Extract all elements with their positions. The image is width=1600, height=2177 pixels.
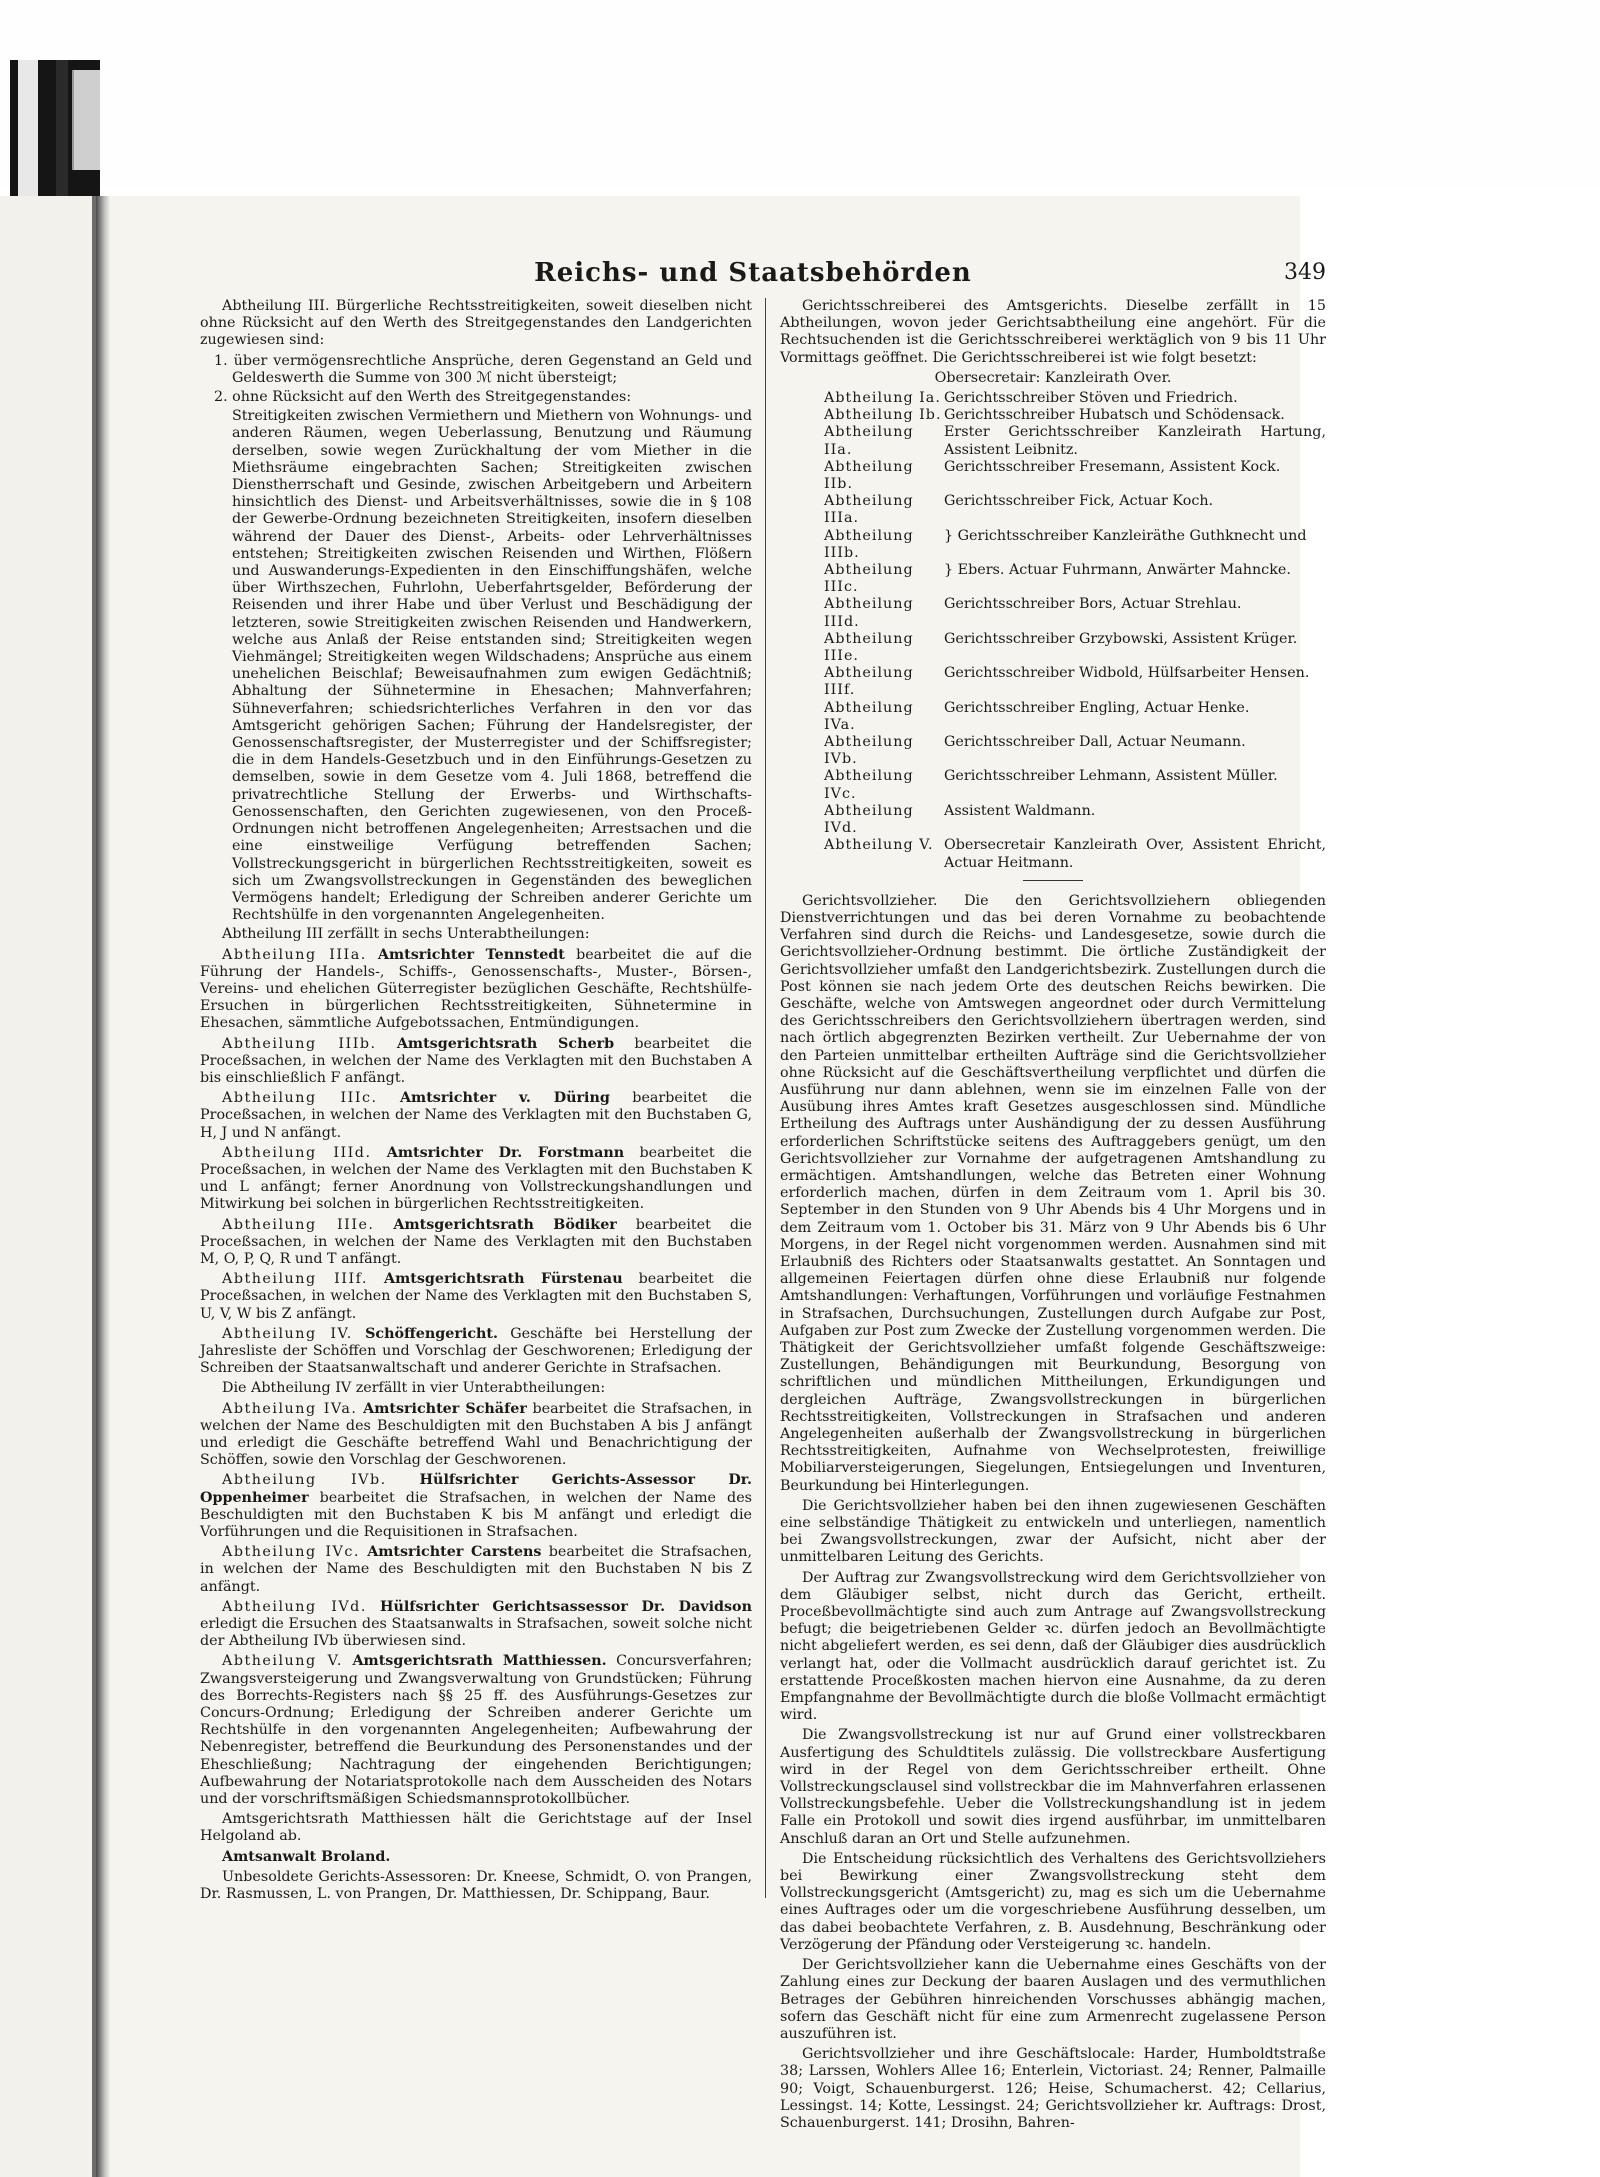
office-dept: Abtheilung IIIc. [824, 562, 914, 596]
office-row [780, 459, 1326, 493]
page-title: Reichs- und Staatsbehörden [534, 258, 972, 288]
office-staff: Obersecretair Kanzleirath Over, Assistent Ehricht, Actuar Heitmann. [944, 837, 1326, 871]
section-rule [1023, 880, 1083, 881]
book-gutter [96, 196, 110, 2177]
abt4a: Abtheilung IVa. Amtsrichter Schäfer bearbeitet die Strafsachen, in welchen der Name des Beschuldigten mit den Buchstaben A bis J anfängt und erledigt die Geschäfte betreffend Wahl und Benachrichtigung der Schöffen, sowie den Vorschlag der Geschworenen. [200, 1400, 753, 1469]
office-staff: Gerichtsschreiber Bors, Actuar Strehlau. [944, 596, 1242, 613]
office-staff: Gerichtsschreiber Fick, Actuar Koch. [944, 493, 1214, 510]
abt3a: Abtheilung IIIa. Amtsrichter Tennstedt bearbeitet die auf die Führung der Handels-, Schiffs-, Genossenschafts-, Muster-, Börsen-, Vereins- und ehelichen Güterregister bezüglichen Geschäfte, Rechtshülfe-Ersuchen in bürgerlichen Rechtsstreitigkeiten, Sühnetermine in Ehesachen, sämmtliche Aufgebotssachen, Entmündigungen. [200, 946, 752, 1032]
office-row [780, 528, 1326, 562]
abt3e: Abtheilung IIIe. Amtsgerichtsrath Bödiker bearbeitet die Proceßsachen, in welchen der Name des Verklagten mit den Buchstaben M, O, P, Q, R und T anfängt. [200, 1216, 752, 1267]
gv-para-1: Gerichtsvollzieher. Die den Gerichtsvollziehern obliegenden Dienstverrichtungen und das bei deren Vornahme zu beobachtende Verfahren sind durch die Reichs- und Landesgesetze, sowie durch die Gerichtsvollzieher-Ordnung bestimmt. Die örtliche Zuständigkeit der Gerichtsvollzieher umfaßt den Landgerichtsbezirk. Zustellungen durch die Post können sie nach jedem Orte des deutschen Reichs bewirken. Die Geschäfte, welche von Amtswegen angeordnet oder durch Vermittelung des Gerichtsschreibers den Gerichtsvollziehern übertragen werden, sind nach örtlich abgegrenzten Bezirken vertheilt. Zur Uebernahme der von den Parteien unmittelbar ertheilten Aufträge sind die Gerichtsvollzieher ohne Rücksicht auf die Geschäftsvertheilung verpflichtet und dürfen die Ausführung nur dann ablehnen, wenn sie im einzelnen Falle von der Ausübung ihres Amtes kraft Gesetzes ausgeschlossen sind. Mündliche Ertheilung des Auftrags unter Aushändigung der zu dessen Ausführung erforderlichen Schriftstücke seitens des Auftraggebers genügt, um den Gerichtsvollzieher zur Vornahme der aufgetragenen Amtshandlung zu ermächtigen. Amtshandlungen, welche das Betreten einer Wohnung erforderlich machen, dürfen in dem Zeitraum vom 1. April bis 30. September in den Stunden von 9 Uhr Abends bis 4 Uhr Morgens und in dem Zeitraum vom 1. October bis 31. März von 9 Uhr Abends bis 6 Uhr Morgens, in der Regel nicht vorgenommen werden. Ausnahmen sind mit Erlaubniß des Richters oder Staatsanwalts gestattet. An Sonntagen und allgemeinen Feiertagen dürfen ohne diese Erlaubniß nur folgende Amtshandlungen: Verhaftungen, Vorführungen und vorläufige Festnahmen in Strafsachen, Durchsuchungen, Zustellungen durch Aufgabe zur Post, Aufgaben zur Post zum Zwecke der Zustellung vorgenommen werden. Die Thätigkeit der Gerichtsvollzieher umfaßt folgende Geschäftszweige: Zustellungen, Behändigungen mit Beurkundung, Besorgung von schriftlichen und mündlichen Mittheilungen, Erkundigungen und dergleichen Aufträge, Zwangsvollstreckungen in bürgerlichen Rechtsstreitigkeiten, Vollstreckungen in Strafsachen und anderen Angelegenheiten außerhalb der Zwangsvollstreckung in bürgerlichen Rechtsstreitigkeiten, Aufnahme von Wechselprotesten, freiwillige Mobiliarversteigerungen, Siegelungen, Entsiegelungen und Inventuren, Beurkundung bei Hinterlegungen. [780, 892, 1326, 1494]
office-staff: } Ebers. Actuar Fuhrmann, Anwärter Mahncke. [944, 562, 1291, 579]
office-staff: Assistent Waldmann. [944, 802, 1096, 819]
office-staff: Gerichtsschreiber Fresemann, Assistent Kock. [944, 458, 1281, 475]
binding-spine [10, 60, 100, 196]
binding-strip [18, 60, 38, 196]
abt3-item-2-head: 2. ohne Rücksicht auf den Werth des Streitgegenstandes: [214, 389, 632, 406]
gv-para-6: Der Gerichtsvollzieher kann die Uebernahme eines Geschäfts von der Zahlung eines zur Deckung der baaren Auslagen und des vermuthlichen Betrages der Gebühren hinreichenden Vorschusses abhängig machen, sofern das Geschäft nicht für eine zum Armenrecht zugelassene Person auszuführen ist. [780, 1957, 1326, 2042]
abt4d: Abtheilung IVd. Hülfsrichter Gerichtsassessor Dr. Davidson erledigt die Ersuchen des Staatsanwalts in Strafsachen, soweit solche nicht der Abtheilung IVb überwiesen sind. [200, 1598, 752, 1650]
office-staff: Gerichtsschreiber Hubatsch und Schödensack. [944, 407, 1285, 424]
abt4: Abtheilung IV. Schöffengericht. Geschäfte bei Herstellung der Jahresliste der Schöffen und Vorschlag der Geschworenen; Erledigung der Schreiben der Staatsanwaltschaft und anderer Gerichte in Strafsachen. [200, 1325, 753, 1377]
helgoland-note: Amtsgerichtsrath Matthiessen hält die Gerichtstage auf der Insel Helgoland ab. [200, 1811, 752, 1845]
office-dept: Abtheilung IVb. [824, 734, 914, 768]
office-staff: Gerichtsschreiber Dall, Actuar Neumann. [944, 734, 1246, 751]
office-dept: Abtheilung IVa. [824, 699, 914, 733]
office-staff: Gerichtsschreiber Lehmann, Assistent Müller. [944, 768, 1278, 785]
left-column [200, 298, 752, 1906]
office-staff: Gerichtsschreiber Stöven und Friedrich. [944, 390, 1238, 407]
office-row [780, 562, 1326, 596]
office-row [780, 665, 1326, 699]
abt3-intro: Abtheilung III. Bürgerliche Rechtsstreitigkeiten, soweit dieselben nicht ohne Rücksicht auf den Werth des Streitgegenstandes den Landgerichten zugewiesen sind: [200, 298, 752, 349]
amtsanwalt: Amtsanwalt Broland. [222, 1848, 391, 1865]
abt3c: Abtheilung IIIc. Amtsrichter v. Düring bearbeitet die Proceßsachen, in welchen der Name des Verklagten mit den Buchstaben G, H, J und N anfängt. [200, 1090, 753, 1141]
office-dept: Abtheilung IVd. [824, 802, 914, 837]
office-row [780, 596, 1326, 630]
office-staff: Erster Gerichtsschreiber Kanzleirath Hartung, Assistent Leibnitz. [944, 424, 1326, 458]
binding-strip-dark [56, 60, 68, 196]
office-staff: } Gerichtsschreiber Kanzleiräthe Guthknecht und [944, 527, 1307, 544]
office-dept: Abtheilung Ib. [824, 407, 942, 424]
office-row [780, 407, 1326, 424]
office-row [780, 700, 1326, 734]
facing-page-edge [0, 196, 96, 2177]
abt3-item-2-body: Streitigkeiten zwischen Vermiethern und Miethern von Wohnungs- und anderen Räumen, wegen Ueberlassung, Benutzung und Räumung derselben, sowie wegen Zurückhaltung der vom Miether in die Miethsräume eingebrachten Sachen; Streitigkeiten zwischen Dienstherrschaft und Gesinde, zwischen Arbeitgebern und Arbeitern hinsichtlich des Dienst- und Arbeitsverhältnisses, sowie die in § 108 der Gewerbe-Ordnung bezeichneten Streitigkeiten, insofern dieselben während der Dauer des Dienst-, Arbeits- oder Lehrverhältnisses entstehen; Streitigkeiten zwischen Reisenden und Wirthen, Flößern und Auswanderungs-Expedienten in den Einschiffungshäfen, welche über Wirthszechen, Fuhrlohn, Ueberfahrtsgelder, Beförderung der Reisenden und ihrer Habe und über Verlust und Beschädigung der letzteren, sowie Streitigkeiten zwischen Reisenden und Handwerkern, welche aus Anlaß der Reise entstanden sind; Streitigkeiten wegen Viehmängel; Streitigkeiten wegen Wildschadens; Ansprüche aus einem unehelichen Beischlaf; Beweisaufnahmen zum ewigen Gedächtniß; Abhaltung der Sühnetermine in Ehesachen; Mahnverfahren; Sühneverfahren; schiedsrichterliches Verfahren in den vor das Amtsgericht gehörigen Sachen; Führung der Handelsregister, der Genossenschaftsregister, der Musterregister und der Schiffsregister; die in dem Handels-Gesetzbuch und in den Einführungs-Gesetzen zu demselben, sowie in dem Gesetze vom 4. Juli 1868, betreffend die privatrechtliche Stellung der Erwerbs- und Wirthschafts-Genossenschaften, den Gerichten zugewiesenen, von den Proceß-Ordnungen nicht betroffenen Angelegenheiten; Arrestsachen und die eine einstweilige Verfügung betreffenden Sachen; Vollstreckungsgericht in bürgerlichen Rechtsstreitigkeiten, soweit es sich um Zwangsvollstreckungen in Gegenständen des beweglichen Vermögens handelt; Erledigung der Schreiben anderer Gerichte um Rechtshülfe in den vorgenannten Angelegenheiten. [232, 408, 752, 924]
office-dept: Abtheilung IIa. [824, 424, 914, 458]
office-dept: Abtheilung IIIa. [824, 493, 914, 527]
abt3f: Abtheilung IIIf. Amtsgerichtsrath Fürstenau bearbeitet die Proceßsachen, in welchen der Name des Verklagten mit den Buchstaben S, U, V, W bis Z anfängt. [200, 1271, 753, 1322]
office-list [780, 390, 1326, 872]
column-divider [765, 298, 766, 1898]
page-content [180, 258, 1326, 2131]
gv-para-3: Der Auftrag zur Zwangsvollstreckung wird dem Gerichtsvollzieher von dem Gläubiger selbst, nicht durch das Gericht, ertheilt. Proceßbevollmächtigte sind auch zum Antrage auf Zwangsvollstreckung befugt; die beigetriebenen Gelder ꝛc. dürfen jedoch an Bevollmächtigte nicht abgeliefert werden, es sei denn, daß der Gläubiger dies ausdrücklich verlangt hat, oder die Vollmacht ausdrücklich darauf gerichtet ist. Zu erstattende Proceßkosten machen hiervon eine Ausnahme, da zu deren Empfangnahme der Bevollmächtigte durch die bloße Vollmacht ermächtigt wird. [780, 1569, 1326, 1724]
office-dept: Abtheilung IIIe. [824, 630, 914, 665]
office-dept: Abtheilung V. [824, 837, 934, 854]
office-dept: Abtheilung IIIb. [824, 527, 914, 561]
binding-tape [72, 70, 100, 170]
scan-right-margin [1300, 196, 1600, 2177]
office-row [780, 493, 1326, 527]
gerichtsschreiberei-intro: Gerichtsschreiberei des Amtsgerichts. Dieselbe zerfällt in 15 Abtheilungen, wovon jeder Gerichtsabtheilung eine angehört. Für die Rechtsuchenden ist die Gerichtsschreiberei werktäglich von 9 bis 11 Uhr Vormittags geöffnet. Die Gerichtsschreiberei ist wie folgt besetzt: [780, 298, 1326, 366]
gv-para-7: Gerichtsvollzieher und ihre Geschäftslocale: Harder, Humboldtstraße 38; Larssen, Wohlers Allee 16; Enterlein, Victoriast. 24; Renner, Palmaille 90; Voigt, Schauenburgerst. 126; Heise, Schumacherst. 42; Cellarius, Lessingst. 14; Kotte, Lessingst. 24; Gerichtsvollzieher kr. Auftrags: Drost, Schauenburgerst. 141; Drosihn, Bahren- [780, 2046, 1326, 2131]
page-number: 349 [1284, 260, 1326, 285]
office-dept: Abtheilung IIIf. [824, 665, 914, 699]
office-staff: Gerichtsschreiber Grzybowski, Assistent Krüger. [944, 630, 1298, 647]
office-row [780, 734, 1326, 768]
abt4-split: Die Abtheilung IV zerfällt in vier Unterabtheilungen: [222, 1380, 606, 1397]
gv-para-5: Die Entscheidung rücksichtlich des Verhaltens des Gerichtsvollziehers bei Bewirkung einer Zwangsvollstreckung steht dem Vollstreckungsgericht (Amtsgericht) zu, mag es sich um die Uebernahme eines Auftrages oder um die vorgeschriebene Ausführung desselben, um das dabei beobachtete Verfahren, z. B. Ausdehnung, Beschränkung oder Verzögerung der Pfändung oder Versteigerung ꝛc. handeln. [780, 1850, 1326, 1953]
assessoren: Unbesoldete Gerichts-Assessoren: Dr. Kneese, Schmidt, O. von Prangen, Dr. Rasmussen, L. von Prangen, Dr. Matthiessen, Dr. Schippang, Baur. [200, 1868, 752, 1903]
scan-top-margin [0, 0, 1600, 188]
gv-para-2: Die Gerichtsvollzieher haben bei den ihnen zugewiesenen Geschäften eine selbständige Thätigkeit zu entwickeln und unterliegen, namentlich bei Zwangsvollstreckungen, zwar der Aufsicht, nicht aber der unmittelbaren Leitung des Gerichts. [780, 1497, 1326, 1566]
office-row [780, 837, 1326, 871]
abt3-split: Abtheilung III zerfällt in sechs Unterabtheilungen: [222, 926, 590, 943]
office-dept: Abtheilung IIb. [824, 458, 914, 493]
office-row [780, 768, 1326, 802]
right-column [780, 298, 1326, 2135]
office-row [780, 803, 1326, 837]
abt3d: Abtheilung IIId. Amtsrichter Dr. Forstmann bearbeitet die Proceßsachen, in welchen der Name des Verklagten mit den Buchstaben K und L anfängt; ferner Anordnung von Vollstreckungshandlungen und Mitwirkung bei solchen in bürgerlichen Rechtsstreitigkeiten. [200, 1144, 753, 1213]
office-dept: Abtheilung IIId. [824, 596, 914, 630]
office-row [780, 424, 1326, 458]
abt3b: Abtheilung IIIb. Amtsgerichtsrath Scherb bearbeitet die Proceßsachen, in welchen der Name des Verklagten mit den Buchstaben A bis einschließlich F anfängt. [200, 1035, 752, 1086]
office-dept: Abtheilung Ia. [824, 390, 941, 407]
abt5: Abtheilung V. Amtsgerichtsrath Matthiessen. Concursverfahren; Zwangsversteigerung und Zwangsverwaltung von Grundstücken; Führung des Borrechts-Registers nach §§ 25 ff. des Ausführungs-Gesetzes zur Concurs-Ordnung; Erledigung der Schreiben anderer Gerichte um Rechtshülfe in den vorgenannten Angelegenheiten; Aufbewahrung der Nebenregister, betreffend die Beurkundung des Personenstandes und der Eheschließung; Nachtragung der eingehenden Berichtigungen; Aufbewahrung der Notariatsprotokolle nach dem Ausscheiden des Notars und der vorschriftsmäßigen Schiedsmannsprotokollbücher. [200, 1653, 753, 1808]
office-staff: Gerichtsschreiber Engling, Actuar Henke. [944, 699, 1250, 716]
office-dept: Abtheilung IVc. [824, 768, 914, 802]
running-header [180, 258, 1326, 292]
abt4c: Abtheilung IVc. Amtsrichter Carstens bearbeitet die Strafsachen, in welchen der Name des Beschuldigten mit den Buchstaben N bis Z anfängt. [200, 1544, 753, 1595]
office-staff: Gerichtsschreiber Widbold, Hülfsarbeiter Hensen. [944, 665, 1310, 682]
gv-para-4: Die Zwangsvollstreckung ist nur auf Grund einer vollstreckbaren Ausfertigung des Schuldtitels zulässig. Die vollstreckbare Ausfertigung wird in der Regel von dem Gerichtsschreiber ertheilt. Ohne Vollstreckungsclausel sind vollstreckbar die im Mahnverfahren erlassenen Vollstreckungsbefehle. Ueber die Vollstreckungshandlung ist in jedem Falle ein Protokoll und sowit dies irgend ausführbar, im unmittelbaren Anschluß daran an Ort und Stelle aufzunehmen. [780, 1727, 1326, 1847]
office-row [780, 390, 1326, 407]
obersecretair: Obersecretair: Kanzleirath Over. [934, 369, 1172, 386]
abt4b: Abtheilung IVb. Hülfsrichter Gerichts-Assessor Dr. Oppenheimer bearbeitet die Strafsachen, in welchen der Name des Beschuldigten mit den Buchstaben K bis M anfängt und erledigt die Vorführungen und die Requisitionen in Strafsachen. [200, 1472, 752, 1541]
office-row [780, 631, 1326, 665]
abt3-item-1: 1. über vermögensrechtliche Ansprüche, deren Gegenstand an Geld und Geldeswerth die Summe von 300 ℳ nicht übersteigt; [214, 352, 752, 386]
